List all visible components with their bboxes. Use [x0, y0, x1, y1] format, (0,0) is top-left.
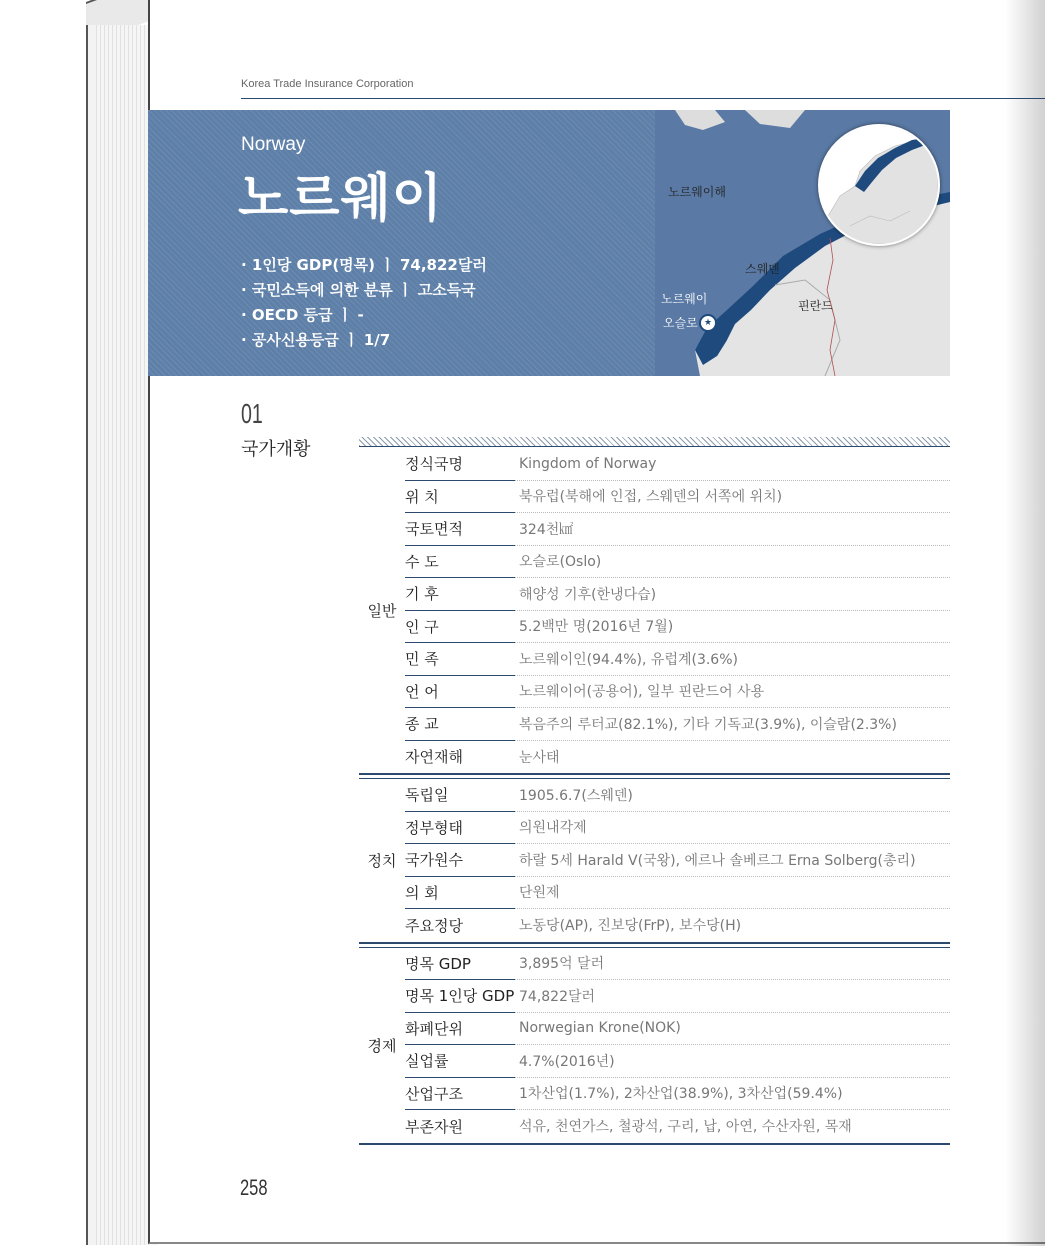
table-row: [405, 708, 950, 741]
row-key: 주요정당: [405, 916, 463, 935]
map-label-norway: 노르웨이: [661, 292, 708, 306]
section-number: 01: [241, 398, 263, 429]
row-key: 부존자원: [405, 1117, 463, 1136]
table-row: [405, 741, 950, 774]
locator-graphic: [820, 126, 938, 244]
row-key: 의 회: [405, 877, 515, 910]
fact-gdp: · 1인당 GDP(명목) ㅣ 74,822달러: [241, 256, 487, 274]
row-key: 명목 GDP: [405, 948, 515, 981]
map-label-finland: 핀란드: [798, 299, 833, 313]
row-value: 3,895억 달러: [515, 948, 950, 981]
fact-income-class: · 국민소득에 의한 분류 ㅣ 고소득국: [241, 281, 476, 299]
row-value: 4.7%(2016년): [515, 1045, 950, 1078]
capital-star-icon: ★: [699, 314, 717, 332]
table-row: [405, 1110, 950, 1143]
table-row: [405, 578, 950, 611]
section-title: 국가개황: [241, 439, 311, 460]
row-value: 노르웨이인(94.4%), 유럽계(3.6%): [515, 643, 950, 676]
table-row: [405, 448, 950, 481]
row-value: 석유, 천연가스, 철광석, 구리, 납, 아연, 수산자원, 목재: [519, 1119, 852, 1136]
row-key: 명목 1인당 GDP: [405, 980, 515, 1013]
table-row: [405, 980, 950, 1013]
country-info-table: [359, 448, 950, 1145]
row-key: 정식국명: [405, 448, 515, 481]
fact-credit: · 공사신용등급 ㅣ 1/7: [241, 331, 391, 349]
table-group: [359, 778, 950, 944]
table-row: [405, 1013, 950, 1046]
row-key: 국토면적: [405, 513, 515, 546]
fact-oecd: · OECD 등급 ㅣ -: [241, 306, 364, 324]
row-key: 정부형태: [405, 812, 515, 845]
table-group: [359, 947, 950, 1145]
row-key: 위 치: [405, 481, 515, 514]
row-key: 화폐단위: [405, 1013, 515, 1046]
row-key: 실업률: [405, 1045, 515, 1078]
map-label-sweden: 스웨덴: [745, 262, 780, 276]
row-key: 언 어: [405, 676, 515, 709]
table-row: [405, 611, 950, 644]
row-value: 노르웨이어(공용어), 일부 핀란드어 사용: [515, 676, 950, 709]
table-row: [405, 513, 950, 546]
map-label-sea: 노르웨이해: [668, 185, 726, 199]
row-key: 수 도: [405, 546, 515, 579]
table-row: [405, 812, 950, 845]
row-key: 산업구조: [405, 1078, 515, 1111]
page-shade: [1005, 0, 1045, 1246]
row-value: 5.2백만 명(2016년 7월): [515, 611, 950, 644]
row-value: 해양성 기후(한냉다습): [515, 578, 950, 611]
row-value: Norwegian Krone(NOK): [515, 1013, 950, 1046]
table-top-hatch: [359, 437, 950, 447]
table-row: [405, 844, 950, 877]
row-value: 1차산업(1.7%), 2차산업(38.9%), 3차산업(59.4%): [515, 1078, 950, 1111]
row-key: 민 족: [405, 643, 515, 676]
row-value: 눈사태: [519, 749, 560, 766]
table-row: [405, 909, 950, 942]
group-category: 정치: [367, 851, 397, 870]
table-row: [405, 779, 950, 812]
table-row: [405, 546, 950, 579]
row-key: 기 후: [405, 578, 515, 611]
europe-locator-map: [818, 124, 940, 246]
country-name-en: Norway: [241, 134, 306, 155]
table-row: [405, 877, 950, 910]
row-value: 복음주의 루터교(82.1%), 기타 기독교(3.9%), 이슬람(2.3%): [515, 708, 950, 741]
row-value: 북유럽(북해에 인접, 스웨덴의 서쪽에 위치): [515, 481, 950, 514]
map-label-oslo: 오슬로: [663, 316, 698, 330]
country-name-ko: 노르웨이: [238, 169, 443, 229]
row-key: 독립일: [405, 779, 515, 812]
table-row: [405, 643, 950, 676]
row-value: 74,822달러: [515, 980, 950, 1013]
row-key: 종 교: [405, 708, 515, 741]
table-row: [405, 1078, 950, 1111]
table-row: [405, 1045, 950, 1078]
table-row: [405, 676, 950, 709]
row-value: 오슬로(Oslo): [515, 546, 950, 579]
publisher-header: Korea Trade Insurance Corporation: [241, 78, 414, 90]
row-value: 하랄 5세 Harald V(국왕), 에르나 솔베르그 Erna Solberg(총리): [515, 844, 950, 877]
group-category: 일반: [367, 602, 397, 620]
row-value: Kingdom of Norway: [515, 448, 950, 481]
row-key: 자연재해: [405, 748, 463, 767]
row-key: 국가원수: [405, 844, 515, 877]
row-value: 의원내각제: [515, 812, 950, 845]
row-value: 단원제: [515, 877, 950, 910]
row-value: 324천㎢: [515, 513, 950, 546]
page-number: 258: [240, 1175, 268, 1200]
key-facts: [241, 253, 487, 353]
row-key: 인 구: [405, 611, 515, 644]
group-category: 경제: [367, 1036, 397, 1055]
table-group: [359, 448, 950, 775]
table-row: [405, 948, 950, 981]
table-row: [405, 481, 950, 514]
header-rule: [241, 98, 1045, 99]
row-value: 1905.6.7(스웨덴): [515, 779, 950, 812]
row-value: 노동당(AP), 진보당(FrP), 보수당(H): [519, 918, 742, 935]
